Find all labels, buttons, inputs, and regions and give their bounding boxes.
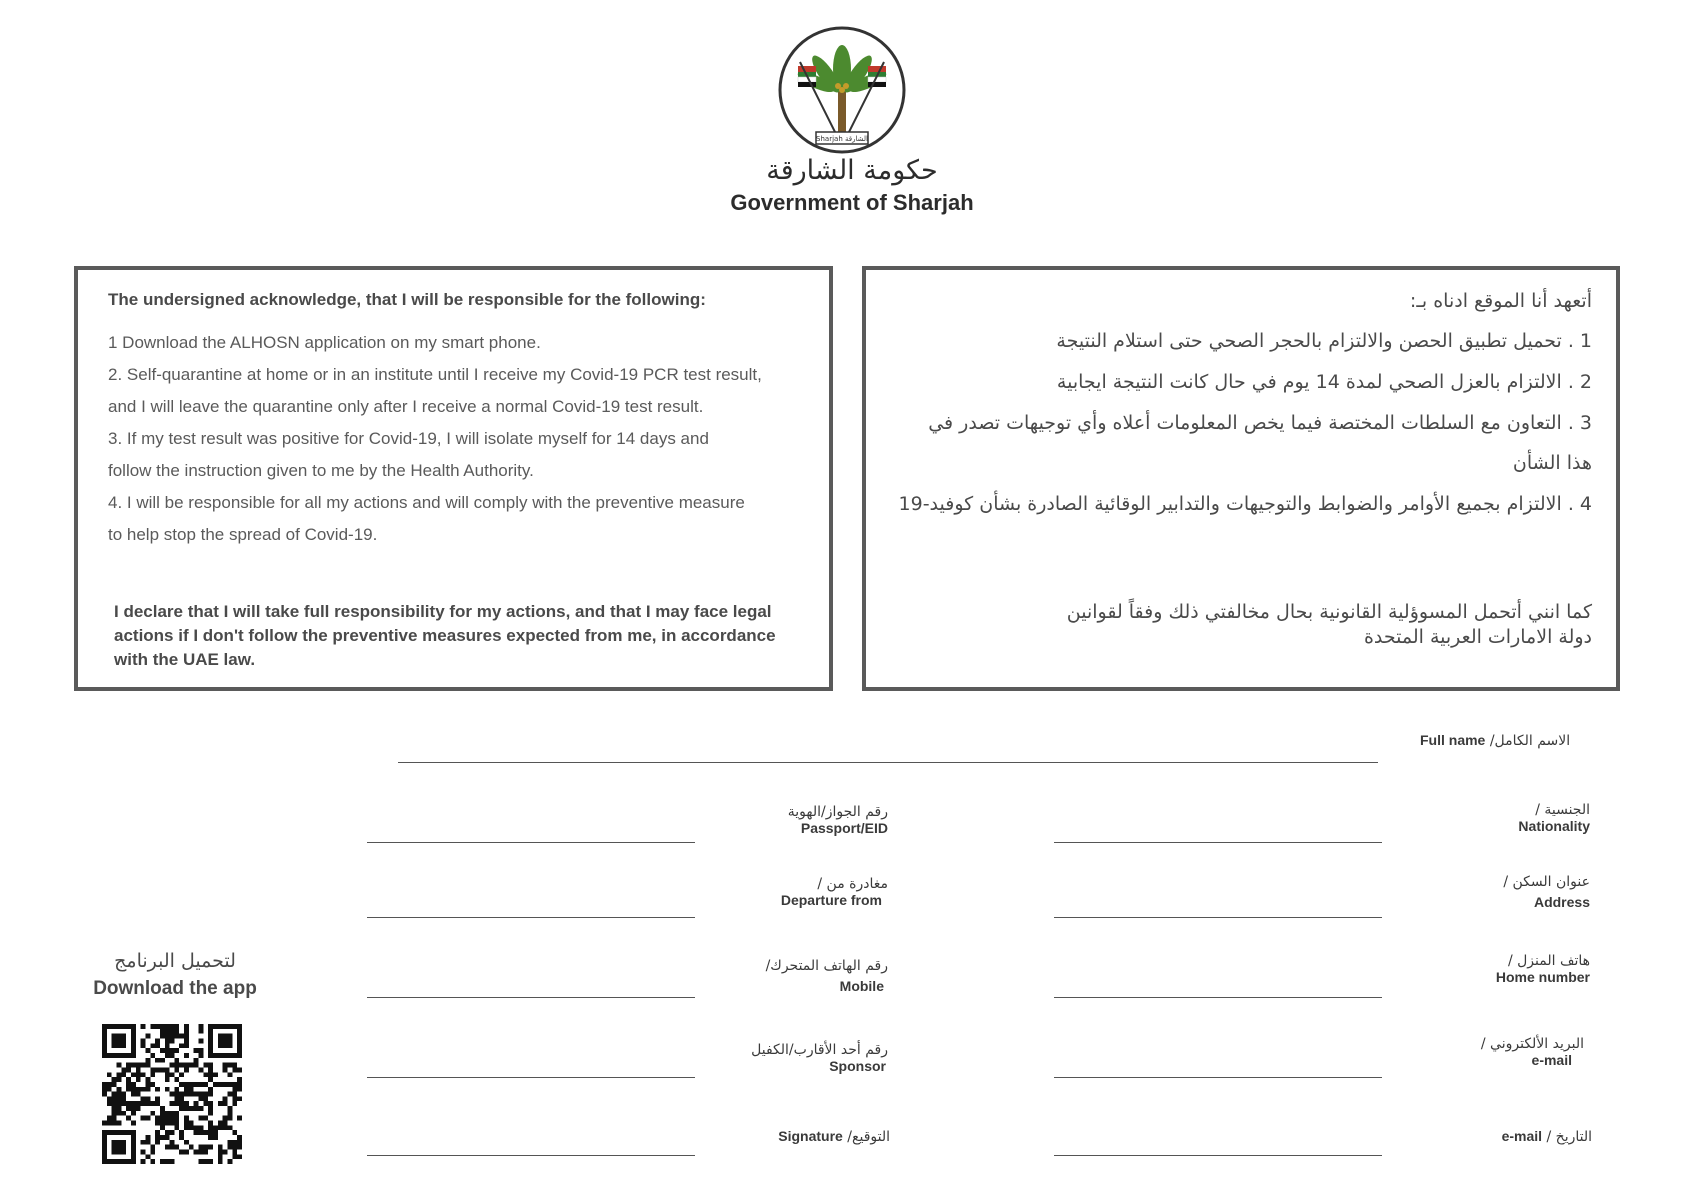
arabic-line: 1 . تحميل تطبيق الحصن والالتزام بالحجر الصحي حتى استلام النتيجة	[1056, 330, 1592, 352]
arabic-line: 4 . الالتزام بجميع الأوامر والضوابط والتوجيهات والتدابير الوقائية الصادرة بشأن كوفيد-19	[898, 493, 1592, 515]
header-title-arabic: حكومة الشارقة	[766, 155, 938, 186]
home-number-field[interactable]	[1054, 997, 1382, 998]
full-name-field[interactable]	[398, 762, 1378, 763]
svg-text:Sharjah الشارقة: Sharjah الشارقة	[816, 135, 868, 143]
signature-field[interactable]	[367, 1155, 695, 1156]
sharjah-emblem-icon	[776, 24, 908, 156]
arabic-line: 2 . الالتزام بالعزل الصحي لمدة 14 يوم في حال كانت النتيجة ايجابية	[1056, 371, 1592, 393]
home-number-label: هاتف المنزل / Home number	[1495, 953, 1590, 985]
arabic-declaration-line: دولة الامارات العربية المتحدة	[1363, 626, 1592, 648]
email-label: البريد الألكتروني / e-mail	[1480, 1036, 1584, 1068]
mobile-field[interactable]	[367, 997, 695, 998]
date-label: e-mail / التاريخ	[1501, 1128, 1592, 1145]
nationality-label: الجنسية / Nationality	[1518, 802, 1590, 834]
mobile-label: رقم الهاتف المتحرك/ Mobile	[765, 958, 888, 994]
english-line: 2. Self-quarantine at home or in an institute until I receive my Covid-19 PCR test result,	[108, 365, 762, 384]
english-line: 3. If my test result was positive for Covid-19, I will isolate myself for 14 days and	[108, 429, 709, 448]
email-field[interactable]	[1054, 1077, 1382, 1078]
arabic-line: 3 . التعاون مع السلطات المختصة فيما يخص المعلومات أعلاه وأي توجيهات تصدر في	[928, 412, 1592, 434]
passport-label: رقم الجواز/الهوية Passport/EID	[787, 804, 888, 836]
english-line: 4. I will be responsible for all my actions and will comply with the preventive measure	[108, 493, 745, 512]
address-label: عنوان السكن / Address	[1503, 874, 1590, 910]
departure-label: مغادرة من / Departure from	[780, 876, 888, 908]
sponsor-label: رقم أحد الأقارب/الكفيل Sponsor	[751, 1042, 888, 1074]
download-title-arabic: لتحميل البرنامج	[114, 950, 236, 972]
address-field[interactable]	[1054, 917, 1382, 918]
date-field[interactable]	[1054, 1155, 1382, 1156]
arabic-declaration	[892, 600, 1592, 650]
english-line: to help stop the spread of Covid-19.	[108, 525, 378, 544]
full-name-label: Full name /الاسم الكامل	[1420, 732, 1571, 749]
nationality-field[interactable]	[1054, 842, 1382, 843]
english-line: 1 Download the ALHOSN application on my smart phone.	[108, 333, 541, 352]
passport-field[interactable]	[367, 842, 695, 843]
english-line: follow the instruction given to me by the Health Authority.	[108, 461, 534, 480]
english-heading: The undersigned acknowledge, that I will be responsible for the following:	[108, 290, 706, 309]
signature-label: Signature /التوقيع	[778, 1128, 890, 1145]
qr-code-icon[interactable]	[102, 1024, 242, 1164]
arabic-heading: أتعهد أنا الموقع ادناه بـ:	[1409, 290, 1592, 312]
download-title-english: Download the app	[93, 978, 257, 999]
arabic-declaration-line: كما انني أتحمل المسوؤلية القانونية بحال مخالفتي ذلك وفقاً لقوانين	[1066, 601, 1592, 623]
sponsor-field[interactable]	[367, 1077, 695, 1078]
english-line: and I will leave the quarantine only after I receive a normal Covid-19 test result.	[108, 397, 704, 416]
arabic-line: هذا الشأن	[1512, 452, 1592, 474]
english-declaration: I declare that I will take full responsibility for my actions, and that I may face legal actions if I don't follow the preventive measures expected from me, in accordance with the UAE law.	[114, 602, 776, 669]
departure-field[interactable]	[367, 917, 695, 918]
header-title-english: Government of Sharjah	[730, 190, 974, 215]
